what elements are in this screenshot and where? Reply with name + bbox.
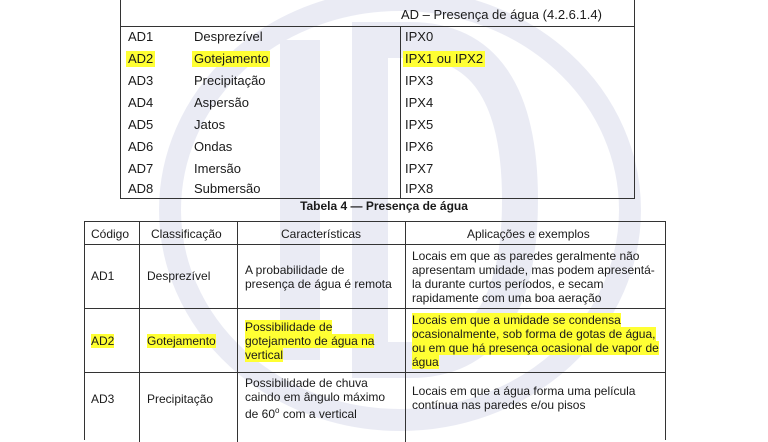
top-table-header (121, 0, 634, 27)
row-name: Aspersão (194, 95, 249, 110)
cell-classification: Gotejamento (147, 334, 216, 348)
top-table (120, 0, 635, 199)
char-text: Possibilidade de chuva caindo em ângulo máximo de 60 (245, 376, 386, 421)
char-text-end: com a vertical (279, 407, 357, 421)
row-ipx: IPX6 (405, 139, 434, 154)
column-divider (237, 222, 238, 442)
row-code: AD3 (128, 73, 154, 88)
row-name: Desprezível (194, 29, 263, 44)
cell-applications-wrap (412, 313, 662, 369)
cell-code-wrap (91, 334, 114, 348)
header-characteristics: Características (281, 227, 362, 241)
row-ipx: IPX0 (405, 29, 434, 44)
row-code: AD5 (128, 117, 154, 132)
degree-superscript: o (275, 406, 280, 415)
column-divider (139, 222, 140, 442)
row-code: AD7 (128, 161, 154, 176)
column-divider (405, 222, 406, 442)
row-name: Imersão (194, 161, 241, 176)
row-ipx: IPX5 (405, 117, 434, 132)
row-ipx: IPX7 (405, 161, 434, 176)
row-name: Gotejamento (194, 51, 269, 66)
row-ipx: IPX1 ou IPX2 (405, 51, 484, 66)
table-row (121, 136, 634, 158)
cell-classification: Desprezível (147, 269, 211, 283)
table-row (121, 114, 634, 136)
header-applications: Aplicações e exemplos (467, 227, 590, 241)
cell-characteristics-wrap (245, 320, 395, 362)
cell-code: AD2 (91, 334, 115, 348)
table-row (121, 92, 634, 114)
row-divider (85, 372, 665, 373)
row-name: Jatos (194, 117, 226, 132)
row-name: Submersão (194, 181, 261, 196)
header-code: Código (91, 227, 130, 241)
table-row-highlighted (121, 48, 634, 70)
row-divider (85, 308, 665, 309)
row-code: AD2 (128, 51, 154, 66)
row-code: AD8 (128, 181, 154, 196)
cell-classification: Precipitação (147, 392, 214, 406)
cell-applications: Locais em que a umidade se condensa ocasionalmente, sob forma de gotas de água, ou em que há presença ocasional de vapor de água (412, 313, 659, 369)
table-row (121, 26, 634, 48)
row-ipx: IPX4 (405, 95, 434, 110)
cell-code: AD3 (91, 392, 115, 406)
cell-applications: Locais em que a água forma uma película contínua nas paredes e/ou pisos (412, 384, 636, 412)
header-classification: Classificação (151, 227, 222, 241)
table-row (121, 178, 634, 200)
table-caption: Tabela 4 — Presença de água (300, 199, 468, 213)
cell-classification-wrap (147, 334, 216, 348)
table-row (121, 158, 634, 180)
table-row (121, 70, 634, 92)
cell-applications: Locais em que as paredes geralmente não apresentam umidade, mas podem apresentá-la durante curtos períodos, e secam rapidamente com uma boa aeração (412, 249, 655, 305)
row-name: Ondas (194, 139, 233, 154)
row-code: AD1 (128, 29, 154, 44)
row-ipx: IPX8 (405, 181, 434, 196)
row-code: AD4 (128, 95, 154, 110)
row-ipx: IPX3 (405, 73, 434, 88)
top-table-header-text: AD – Presença de água (4.2.6.1.4) (401, 7, 602, 22)
bottom-table (84, 221, 666, 440)
cell-code: AD1 (91, 269, 115, 283)
row-code: AD6 (128, 139, 154, 154)
row-divider (85, 244, 665, 245)
cell-characteristics: A probabilidade de presença de água é remota (245, 263, 392, 291)
cell-characteristics: Possibilidade de gotejamento de água na vertical (245, 320, 375, 362)
row-name: Precipitação (194, 73, 266, 88)
cell-characteristics (245, 376, 395, 421)
